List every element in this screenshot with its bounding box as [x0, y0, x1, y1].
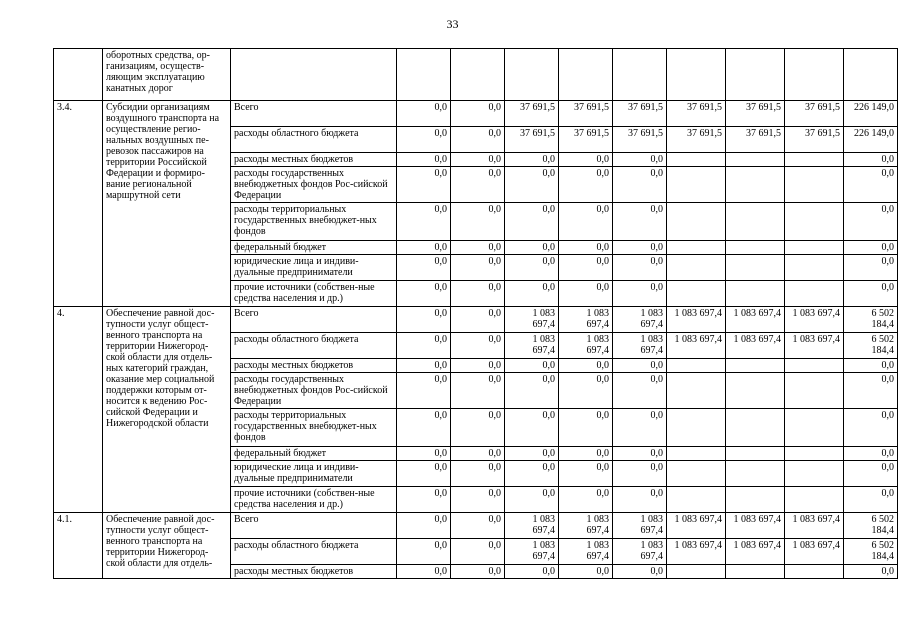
value-cell: 0,0	[451, 127, 505, 153]
value-cell: 0,0	[505, 409, 559, 447]
value-cell: 6 502 184,4	[844, 513, 898, 539]
table-row	[54, 101, 898, 127]
value-cell: 0,0	[397, 359, 451, 373]
value-cell	[726, 281, 785, 307]
value-cell: 37 691,5	[505, 101, 559, 127]
value-cell	[667, 373, 726, 409]
value-cell: 0,0	[397, 127, 451, 153]
value-cell: 0,0	[397, 255, 451, 281]
value-cell: 37 691,5	[785, 101, 844, 127]
value-cell	[785, 461, 844, 487]
value-cell: 0,0	[397, 487, 451, 513]
value-cell: 1 083 697,4	[726, 513, 785, 539]
funding-source-cell: Всего	[231, 101, 397, 127]
value-cell	[726, 49, 785, 101]
value-cell: 37 691,5	[667, 101, 726, 127]
value-cell: 0,0	[613, 487, 667, 513]
value-cell	[667, 153, 726, 167]
value-cell: 0,0	[397, 461, 451, 487]
table-row	[54, 513, 898, 539]
value-cell: 0,0	[844, 203, 898, 241]
value-cell: 1 083 697,4	[505, 307, 559, 333]
value-cell: 0,0	[844, 359, 898, 373]
value-cell: 1 083 697,4	[667, 333, 726, 359]
value-cell: 0,0	[613, 153, 667, 167]
value-cell: 1 083 697,4	[559, 333, 613, 359]
value-cell: 0,0	[844, 153, 898, 167]
table-row	[54, 307, 898, 333]
row-index-cell: 4.	[54, 307, 103, 513]
value-cell	[785, 49, 844, 101]
value-cell: 6 502 184,4	[844, 333, 898, 359]
value-cell: 0,0	[613, 241, 667, 255]
value-cell: 0,0	[844, 373, 898, 409]
value-cell: 0,0	[451, 307, 505, 333]
value-cell: 6 502 184,4	[844, 307, 898, 333]
value-cell	[726, 565, 785, 579]
value-cell: 1 083 697,4	[559, 307, 613, 333]
value-cell: 0,0	[559, 241, 613, 255]
table-row	[54, 49, 898, 101]
value-cell: 0,0	[505, 461, 559, 487]
value-cell: 0,0	[397, 333, 451, 359]
value-cell: 0,0	[451, 359, 505, 373]
value-cell: 0,0	[505, 241, 559, 255]
funding-source-cell: расходы территориальных государственных внебюджет-ных фондов	[231, 409, 397, 447]
value-cell	[726, 153, 785, 167]
value-cell: 0,0	[397, 281, 451, 307]
value-cell	[667, 281, 726, 307]
value-cell: 0,0	[397, 373, 451, 409]
value-cell: 0,0	[397, 539, 451, 565]
value-cell: 0,0	[451, 539, 505, 565]
funding-source-cell: расходы областного бюджета	[231, 127, 397, 153]
value-cell: 0,0	[844, 255, 898, 281]
value-cell: 0,0	[559, 167, 613, 203]
value-cell: 0,0	[613, 565, 667, 579]
value-cell	[726, 487, 785, 513]
value-cell	[397, 49, 451, 101]
budget-table	[53, 48, 898, 579]
value-cell	[667, 487, 726, 513]
value-cell: 0,0	[451, 513, 505, 539]
value-cell: 0,0	[505, 167, 559, 203]
value-cell	[726, 167, 785, 203]
value-cell: 0,0	[613, 281, 667, 307]
value-cell	[667, 203, 726, 241]
value-cell	[785, 487, 844, 513]
value-cell: 1 083 697,4	[785, 513, 844, 539]
value-cell	[451, 49, 505, 101]
value-cell: 1 083 697,4	[785, 307, 844, 333]
funding-source-cell: расходы областного бюджета	[231, 333, 397, 359]
funding-source-cell: прочие источники (собствен-ные средства населения и др.)	[231, 281, 397, 307]
value-cell	[667, 359, 726, 373]
value-cell: 37 691,5	[613, 101, 667, 127]
value-cell: 0,0	[397, 513, 451, 539]
funding-source-cell: расходы областного бюджета	[231, 539, 397, 565]
value-cell: 0,0	[844, 409, 898, 447]
value-cell	[726, 373, 785, 409]
value-cell	[559, 49, 613, 101]
event-name-cell: оборотных средства, ор-ганизациям, осуществ-ляющим эксплуатацию канатных дорог	[103, 49, 231, 101]
value-cell	[785, 373, 844, 409]
value-cell	[785, 167, 844, 203]
funding-source-cell: расходы территориальных государственных внебюджет-ных фондов	[231, 203, 397, 241]
value-cell: 0,0	[559, 255, 613, 281]
funding-source-cell: расходы государственных внебюджетных фондов Рос-сийской Федерации	[231, 373, 397, 409]
value-cell: 0,0	[613, 461, 667, 487]
row-index-cell: 3.4.	[54, 101, 103, 307]
value-cell: 6 502 184,4	[844, 539, 898, 565]
value-cell: 0,0	[451, 333, 505, 359]
value-cell: 1 083 697,4	[667, 539, 726, 565]
value-cell: 1 083 697,4	[613, 539, 667, 565]
value-cell	[785, 409, 844, 447]
value-cell	[785, 153, 844, 167]
value-cell	[726, 359, 785, 373]
value-cell: 0,0	[505, 373, 559, 409]
value-cell	[726, 241, 785, 255]
value-cell	[785, 359, 844, 373]
funding-source-cell: расходы местных бюджетов	[231, 359, 397, 373]
value-cell: 0,0	[505, 565, 559, 579]
value-cell	[844, 49, 898, 101]
value-cell	[667, 167, 726, 203]
value-cell: 1 083 697,4	[785, 539, 844, 565]
value-cell	[667, 241, 726, 255]
value-cell: 37 691,5	[726, 127, 785, 153]
value-cell: 1 083 697,4	[613, 333, 667, 359]
value-cell: 0,0	[844, 447, 898, 461]
value-cell: 0,0	[559, 281, 613, 307]
value-cell: 0,0	[451, 565, 505, 579]
value-cell	[667, 255, 726, 281]
value-cell: 0,0	[397, 153, 451, 167]
value-cell: 0,0	[397, 167, 451, 203]
value-cell: 0,0	[559, 359, 613, 373]
value-cell: 0,0	[505, 447, 559, 461]
value-cell: 37 691,5	[559, 101, 613, 127]
value-cell: 0,0	[559, 373, 613, 409]
value-cell: 1 083 697,4	[726, 539, 785, 565]
value-cell: 0,0	[559, 447, 613, 461]
value-cell: 0,0	[505, 359, 559, 373]
value-cell: 0,0	[451, 153, 505, 167]
value-cell: 0,0	[451, 373, 505, 409]
funding-source-cell: юридические лица и индиви-дуальные предприниматели	[231, 461, 397, 487]
event-name-cell: Субсидии организациям воздушного транспорта на осуществление регио-нальных воздушных пе-ревозок пассажиров на территории Российской Федерации и формиро-вание региональной маршрутной сети	[103, 101, 231, 307]
value-cell: 1 083 697,4	[505, 333, 559, 359]
value-cell: 1 083 697,4	[726, 307, 785, 333]
value-cell	[667, 461, 726, 487]
value-cell: 0,0	[505, 203, 559, 241]
value-cell: 0,0	[844, 281, 898, 307]
value-cell: 0,0	[451, 101, 505, 127]
value-cell: 0,0	[451, 447, 505, 461]
value-cell: 226 149,0	[844, 127, 898, 153]
funding-source-cell	[231, 49, 397, 101]
value-cell: 0,0	[397, 241, 451, 255]
value-cell	[726, 409, 785, 447]
value-cell: 0,0	[505, 487, 559, 513]
page-number: 33	[446, 17, 459, 31]
value-cell: 0,0	[844, 167, 898, 203]
value-cell: 0,0	[559, 153, 613, 167]
value-cell: 1 083 697,4	[559, 539, 613, 565]
value-cell: 1 083 697,4	[505, 513, 559, 539]
value-cell: 0,0	[613, 409, 667, 447]
value-cell	[667, 447, 726, 461]
funding-source-cell: Всего	[231, 513, 397, 539]
value-cell: 1 083 697,4	[667, 513, 726, 539]
value-cell: 0,0	[451, 203, 505, 241]
value-cell	[726, 203, 785, 241]
value-cell: 0,0	[844, 565, 898, 579]
funding-source-cell: юридические лица и индиви-дуальные предприниматели	[231, 255, 397, 281]
value-cell	[785, 203, 844, 241]
value-cell: 37 691,5	[785, 127, 844, 153]
value-cell	[726, 461, 785, 487]
value-cell: 0,0	[451, 167, 505, 203]
event-name-cell: Обеспечение равной дос-тупности услуг общест-венного транспорта на территории Нижегород-ской области для отдель-	[103, 513, 231, 579]
value-cell: 1 083 697,4	[667, 307, 726, 333]
value-cell: 1 083 697,4	[613, 513, 667, 539]
value-cell	[667, 565, 726, 579]
value-cell: 0,0	[397, 101, 451, 127]
funding-source-cell: Всего	[231, 307, 397, 333]
value-cell	[726, 447, 785, 461]
value-cell	[785, 255, 844, 281]
value-cell	[505, 49, 559, 101]
value-cell: 0,0	[397, 447, 451, 461]
value-cell	[726, 255, 785, 281]
value-cell	[785, 281, 844, 307]
value-cell: 37 691,5	[667, 127, 726, 153]
value-cell: 0,0	[505, 281, 559, 307]
value-cell: 0,0	[559, 565, 613, 579]
value-cell: 0,0	[559, 203, 613, 241]
value-cell: 0,0	[451, 255, 505, 281]
value-cell: 37 691,5	[559, 127, 613, 153]
value-cell: 1 083 697,4	[726, 333, 785, 359]
value-cell: 0,0	[559, 487, 613, 513]
value-cell: 37 691,5	[505, 127, 559, 153]
funding-source-cell: федеральный бюджет	[231, 447, 397, 461]
value-cell: 0,0	[613, 203, 667, 241]
value-cell	[785, 565, 844, 579]
value-cell: 0,0	[559, 409, 613, 447]
value-cell: 0,0	[613, 255, 667, 281]
value-cell: 1 083 697,4	[505, 539, 559, 565]
value-cell: 0,0	[844, 241, 898, 255]
value-cell: 0,0	[844, 487, 898, 513]
value-cell: 0,0	[505, 153, 559, 167]
funding-source-cell: федеральный бюджет	[231, 241, 397, 255]
value-cell: 37 691,5	[726, 101, 785, 127]
funding-source-cell: прочие источники (собствен-ные средства населения и др.)	[231, 487, 397, 513]
value-cell	[785, 241, 844, 255]
value-cell: 1 083 697,4	[613, 307, 667, 333]
value-cell: 0,0	[451, 409, 505, 447]
value-cell	[667, 409, 726, 447]
funding-source-cell: расходы государственных внебюджетных фондов Рос-сийской Федерации	[231, 167, 397, 203]
funding-source-cell: расходы местных бюджетов	[231, 565, 397, 579]
value-cell: 0,0	[505, 255, 559, 281]
value-cell: 0,0	[451, 241, 505, 255]
value-cell: 0,0	[844, 461, 898, 487]
value-cell: 37 691,5	[613, 127, 667, 153]
event-name-cell: Обеспечение равной дос-тупности услуг общест-венного транспорта на территории Нижегород-ской области для отдель-ных категорий граждан, оказание мер социальной поддержки которым от-носится к ведению Рос-сийской Федерации и Нижегородской области	[103, 307, 231, 513]
value-cell	[613, 49, 667, 101]
value-cell: 0,0	[613, 359, 667, 373]
value-cell: 0,0	[397, 565, 451, 579]
value-cell: 0,0	[559, 461, 613, 487]
value-cell: 0,0	[397, 307, 451, 333]
value-cell: 1 083 697,4	[785, 333, 844, 359]
value-cell: 0,0	[613, 167, 667, 203]
value-cell	[667, 49, 726, 101]
value-cell: 0,0	[451, 487, 505, 513]
row-index-cell: 4.1.	[54, 513, 103, 579]
value-cell: 0,0	[451, 461, 505, 487]
value-cell: 1 083 697,4	[559, 513, 613, 539]
funding-source-cell: расходы местных бюджетов	[231, 153, 397, 167]
value-cell: 0,0	[613, 373, 667, 409]
value-cell: 226 149,0	[844, 101, 898, 127]
value-cell: 0,0	[451, 281, 505, 307]
value-cell: 0,0	[397, 409, 451, 447]
row-index-cell	[54, 49, 103, 101]
value-cell: 0,0	[397, 203, 451, 241]
value-cell	[785, 447, 844, 461]
value-cell: 0,0	[613, 447, 667, 461]
